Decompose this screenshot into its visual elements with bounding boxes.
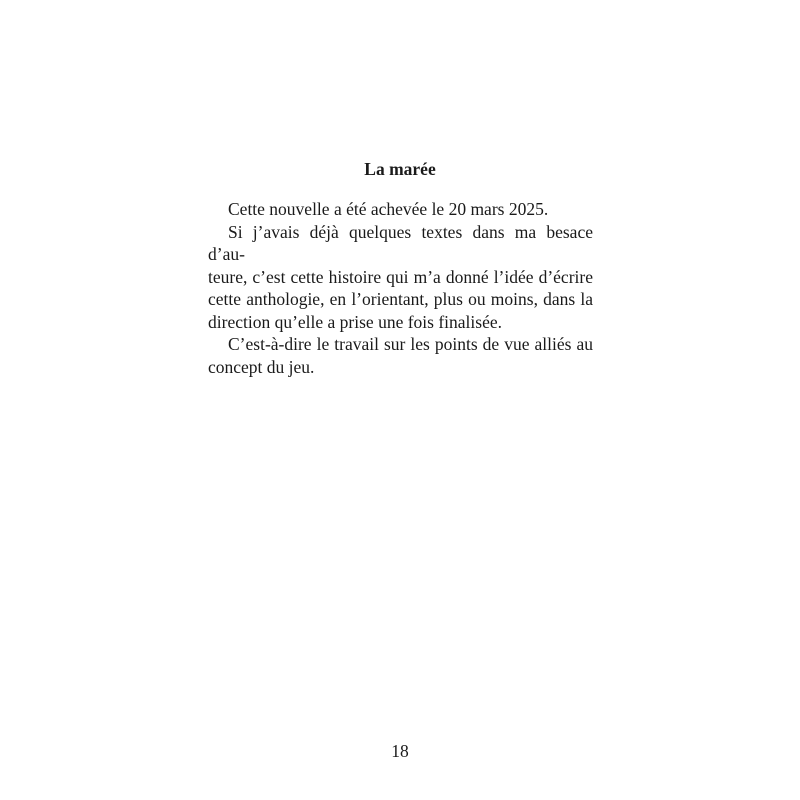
paragraph-line: C’est-à-dire le travail sur les points de vue alliés au xyxy=(228,334,593,354)
paragraph-line: cette anthologie, en l’orientant, plus ou moins, dans la xyxy=(208,289,593,309)
page-number: 18 xyxy=(391,741,409,761)
paragraph-line: Cette nouvelle a été achevée le 20 mars 2025. xyxy=(228,199,549,219)
paragraph-line: direction qu’elle a prise une fois finalisée. xyxy=(208,311,502,332)
chapter-title: La marée xyxy=(364,159,436,179)
paragraph-line: Si j’avais déjà quelques textes dans ma besace d’au- xyxy=(208,221,593,264)
paragraph-2 xyxy=(208,221,593,334)
paragraph-line: concept du jeu. xyxy=(208,356,315,377)
body-text xyxy=(208,198,593,378)
paragraph-1 xyxy=(208,198,593,221)
paragraph-line: teure, c’est cette histoire qui m’a donné l’idée d’écrire xyxy=(208,266,593,287)
paragraph-3 xyxy=(208,333,593,378)
